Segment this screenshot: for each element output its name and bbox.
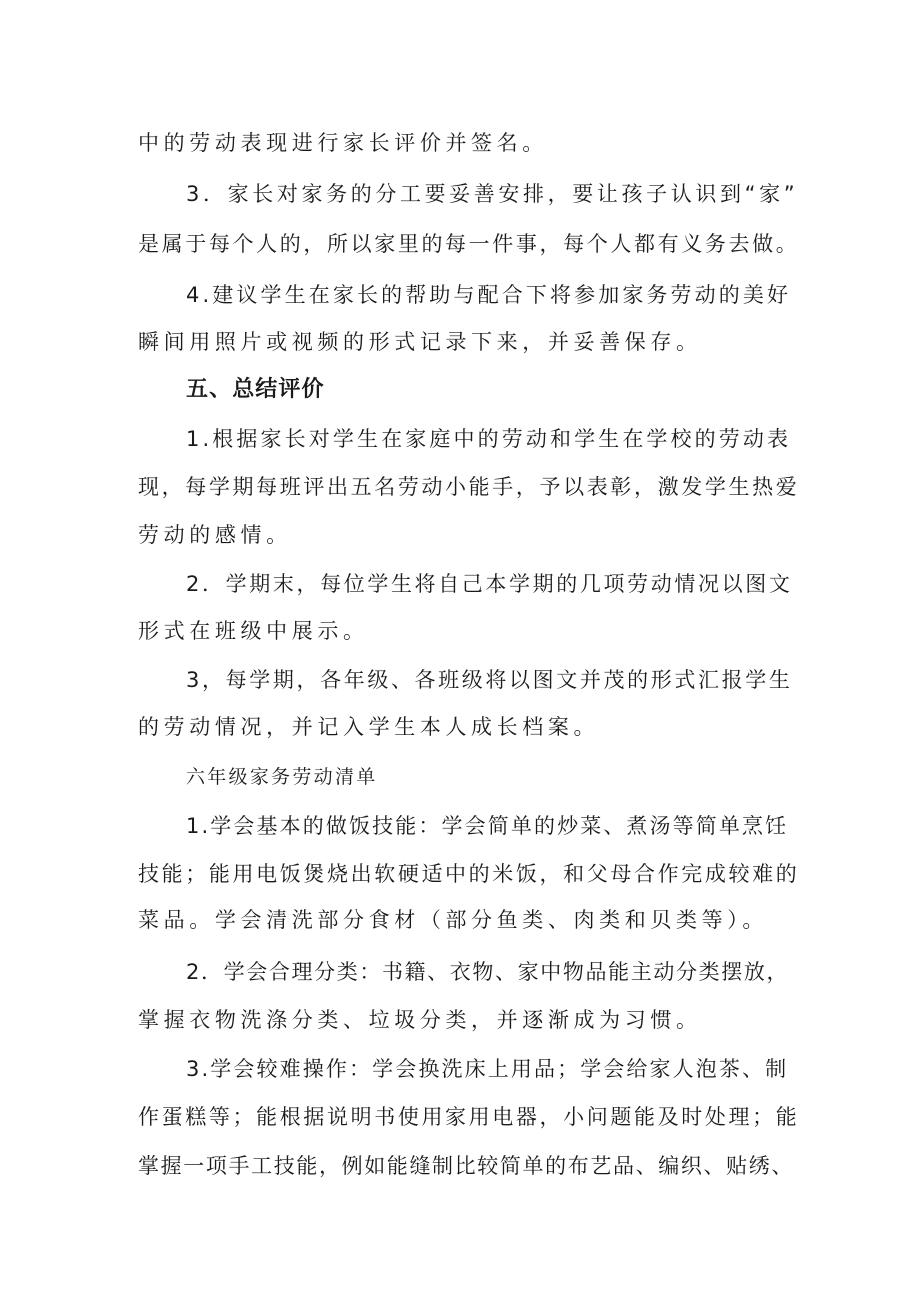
paragraph-line: 2．学会合理分类：书籍、衣物、家中物品能主动分类摆放， <box>186 960 790 984</box>
paragraph-line: 菜品。学会清洗部分食材（部分鱼类、肉类和贝类等）。 <box>138 908 768 932</box>
paragraph-line: 1.学会基本的做饭技能：学会简单的炒菜、煮汤等简单烹饪 <box>186 814 789 838</box>
paragraph-line: 中的劳动表现进行家长评价并签名。 <box>138 131 548 155</box>
paragraph-line: 形式在班级中展示。 <box>138 619 369 643</box>
paragraph-line: 4.建议学生在家长的帮助与配合下将参加家务劳动的美好 <box>186 283 792 307</box>
paragraph-line: 技能；能用电饭煲烧出软硬适中的米饭，和父母合作完成较难的 <box>138 862 800 886</box>
paragraph-line: 劳动的感情。 <box>138 523 292 547</box>
paragraph-line: 现，每学期每班评出五名劳动小能手，予以表彰，激发学生热爱 <box>138 475 800 499</box>
paragraph-line: 3．家长对家务的分工要妥善安排，要让孩子认识到“家” <box>186 182 799 206</box>
paragraph-line: 2．学期末，每位学生将自己本学期的几项劳动情况以图文 <box>186 572 793 596</box>
list-title: 六年级家务劳动清单 <box>186 766 378 788</box>
paragraph-line: 是属于每个人的，所以家里的每一件事，每个人都有义务去做。 <box>138 232 800 256</box>
paragraph-line: 作蛋糕等；能根据说明书使用家用电器，小问题能及时处理；能 <box>138 1105 800 1129</box>
paragraph-line: 3，每学期，各年级、各班级将以图文并茂的形式汇报学生 <box>186 668 793 692</box>
paragraph-line: 3.学会较难操作：学会换洗床上用品；学会给家人泡茶、制 <box>186 1057 789 1081</box>
paragraph-line: 掌握一项手工技能，例如能缝制比较简单的布艺品、编织、贴绣、 <box>138 1154 794 1178</box>
paragraph-line: 的劳动情况，并记入学生本人成长档案。 <box>138 715 600 739</box>
paragraph-line: 1.根据家长对学生在家庭中的劳动和学生在学校的劳动表 <box>186 427 792 451</box>
section-heading: 五、总结评价 <box>186 377 325 402</box>
paragraph-line: 掌握衣物洗涤分类、垃圾分类，并逐渐成为习惯。 <box>138 1008 702 1032</box>
paragraph-line: 瞬间用照片或视频的形式记录下来，并妥善保存。 <box>138 330 702 354</box>
